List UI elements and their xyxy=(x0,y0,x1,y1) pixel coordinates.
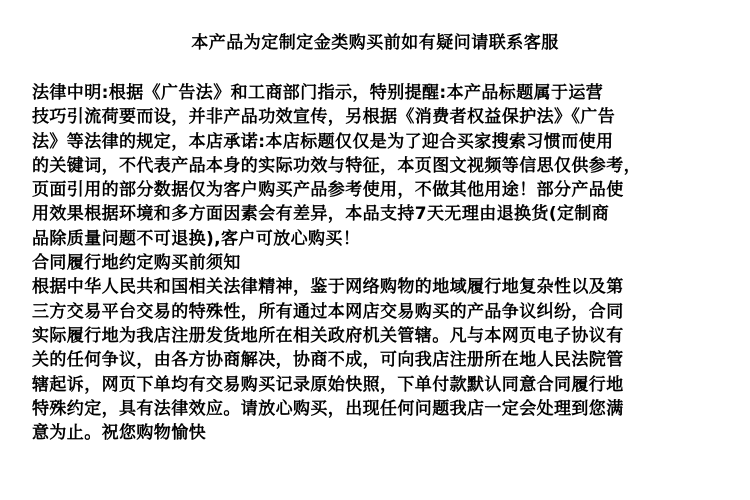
legal-notice-body xyxy=(32,81,732,445)
text-line: 意为止。祝您购物愉快 xyxy=(32,423,206,444)
text-line: 实际履行地为我店注册发货地所在相关政府机关管辖。凡与本网页电子协议有 xyxy=(32,325,624,346)
text-line: 品除质量问题不可退换),客户可放心购买！ xyxy=(32,228,361,249)
text-line: 用效果根据环境和多方面因素会有差异，本品支持7天无理由退换货(定制商 xyxy=(32,204,610,225)
text-line: 的关键词，不代表产品本身的实际功效与特征，本页图文视频等信思仅供参考， xyxy=(32,155,641,176)
text-line: 法律中明:根据《广告法》和工商部门指示，特别提醒:本产品标题属于运营 xyxy=(32,83,604,103)
text-line: 特殊约定，具有法律效应。请放心购买，出现任何问题我店一定会处理到您满 xyxy=(32,398,624,419)
text-line: 法》等法律的规定，本店承诺:本店标题仅仅是为了迎合买家搜索习惯而使用 xyxy=(32,131,614,152)
text-line: 三方交易平台交易的特殊性，所有通过本网店交易购买的产品争议纠纷，合同 xyxy=(32,301,624,322)
custom-deposit-notice: 本产品为定制定金类购买前如有疑问请联系客服 xyxy=(191,33,559,53)
text-line: 辖起诉，网页下单均有交易购买记录原始快照，下单付款默认同意合同履行地 xyxy=(32,374,624,395)
text-line: 关的任何争议，由各方协商解决，协商不成，可向我店注册所在地人民法院管 xyxy=(32,350,624,371)
text-line: 页面引用的部分数据仅为客户购买产品参考使用，不做其他用途！部分产品使 xyxy=(32,180,624,201)
text-line: 根据中华人民共和国相关法律精神，鉴于网络购物的地域履行地复杂性以及第 xyxy=(32,277,624,298)
text-line: 技巧引流荷要而设，并非产品功效宣传，另根据《消费者权益保护法》《广告 xyxy=(32,107,616,128)
section-heading: 合同履行地约定购买前须知 xyxy=(32,253,241,274)
